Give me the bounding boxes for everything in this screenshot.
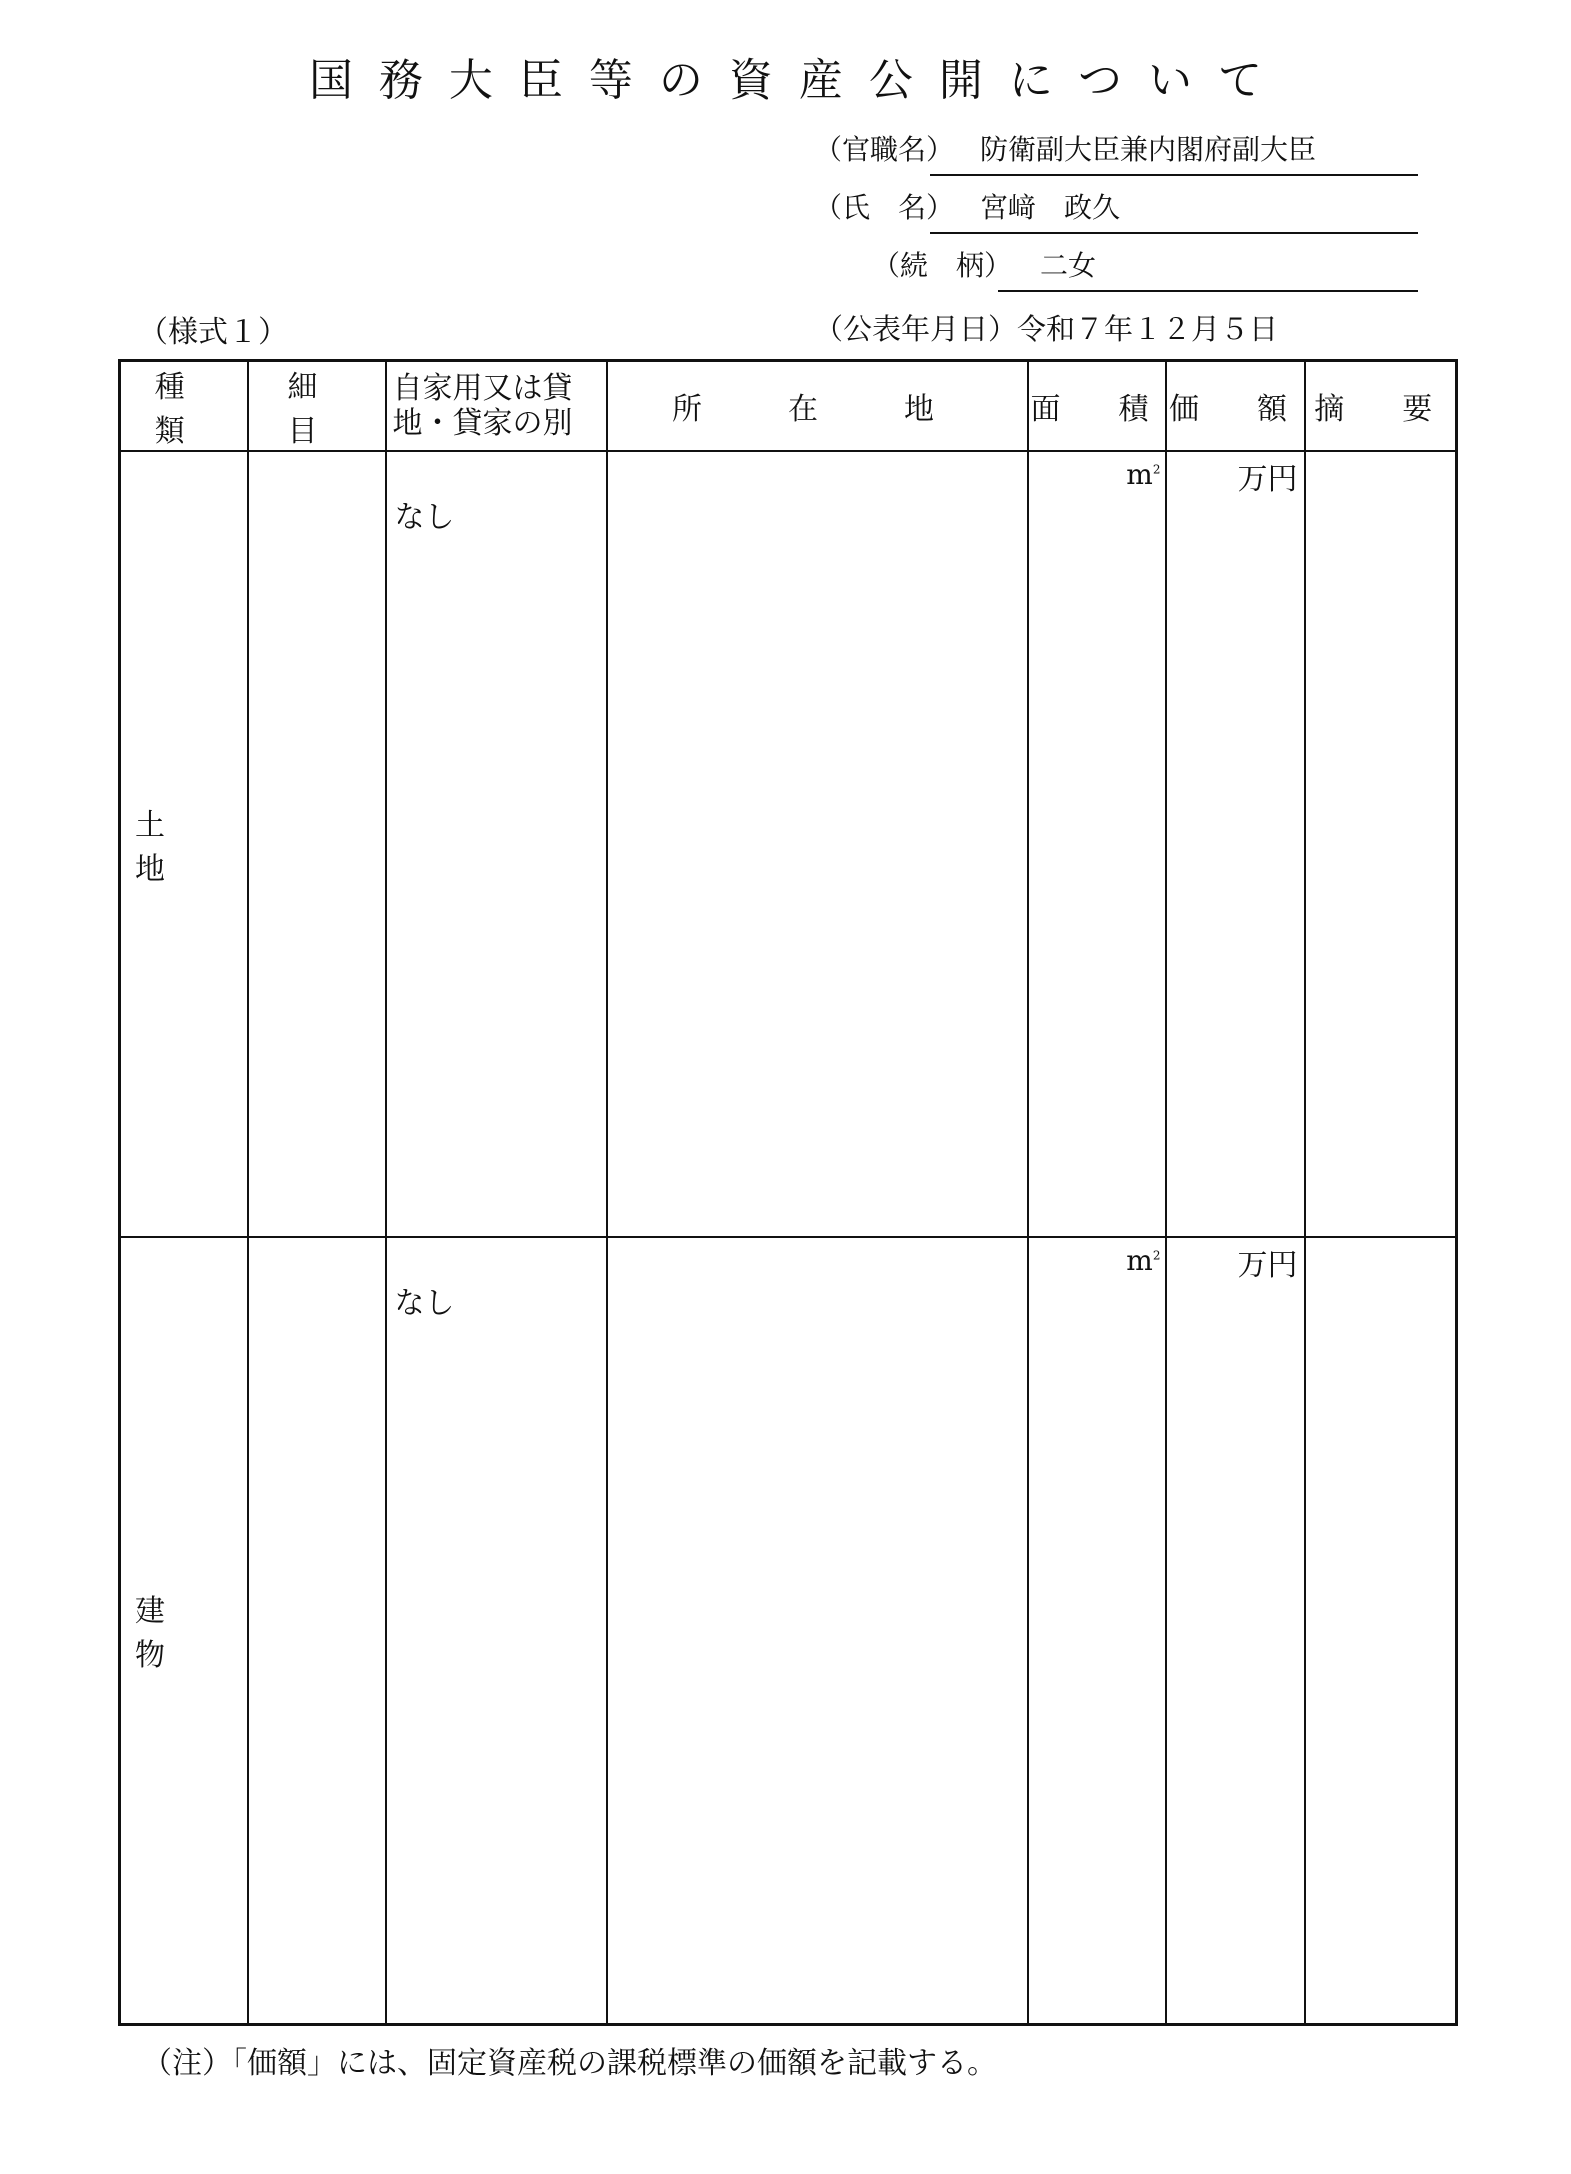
land-category-label: 土 地 <box>135 808 255 887</box>
land-area-cell <box>1028 451 1166 1237</box>
land-detail-cell <box>248 451 386 1237</box>
building-price-unit: 万円 <box>1237 1248 1298 1283</box>
position-underline <box>930 174 1418 176</box>
table-header-row <box>120 361 1457 452</box>
position-value: 防衛副大臣兼内閣府副大臣 <box>980 133 1317 166</box>
header-detail: 細 目 <box>248 361 386 452</box>
building-usage-value: なし <box>394 1286 455 1321</box>
header-location: 所 在 地 <box>607 361 1028 452</box>
name-label: （氏 名） <box>814 191 955 224</box>
publication-date: （公表年月日）令和７年１２月５日 <box>814 312 1279 346</box>
building-area-unit: $m^2$ <box>1126 1244 1161 1277</box>
header-price: 価 額 <box>1166 361 1305 452</box>
land-usage-value: なし <box>394 500 455 535</box>
building-category-cell <box>120 1237 255 2024</box>
name-value: 宮﨑 政久 <box>980 191 1121 224</box>
land-usage-cell <box>386 451 607 1237</box>
building-usage-cell <box>386 1237 607 2024</box>
name-underline <box>930 232 1418 234</box>
asset-table <box>118 359 1458 2026</box>
building-area-cell <box>1028 1237 1166 2024</box>
header-type: 種 類 <box>120 361 248 452</box>
form-number: （様式１） <box>138 315 288 350</box>
building-price-cell <box>1166 1237 1305 2024</box>
land-location-cell <box>607 451 1028 1237</box>
building-category-label: 建 物 <box>135 1594 255 1674</box>
relation-label: （続 柄） <box>872 249 1013 282</box>
land-remarks-cell <box>1305 451 1457 1237</box>
footnote: （注）「価額」には、固定資産税の課税標準の価額を記載する。 <box>142 2046 997 2081</box>
land-category-cell <box>120 451 255 1237</box>
relation-value: 二女 <box>1040 249 1097 282</box>
header-usage-line1: 自家用又は貸 <box>392 371 573 406</box>
table-row-land <box>120 451 1457 1237</box>
land-price-cell <box>1166 451 1305 1237</box>
building-remarks-cell <box>1305 1237 1457 2024</box>
header-remarks: 摘 要 <box>1305 361 1457 452</box>
header-usage <box>386 361 607 452</box>
land-price-unit: 万円 <box>1237 462 1298 497</box>
land-area-unit: $m^2$ <box>1126 458 1161 491</box>
header-area: 面 積 <box>1028 361 1166 452</box>
document-title: 国務大臣等の資産公開について <box>308 55 1289 106</box>
building-location-cell <box>607 1237 1028 2024</box>
building-detail-cell <box>248 1237 386 2024</box>
position-label: （官職名） <box>814 133 955 166</box>
table-row-building <box>120 1237 1457 2024</box>
relation-underline <box>998 290 1418 292</box>
header-usage-line2: 地・貸家の別 <box>392 406 573 441</box>
